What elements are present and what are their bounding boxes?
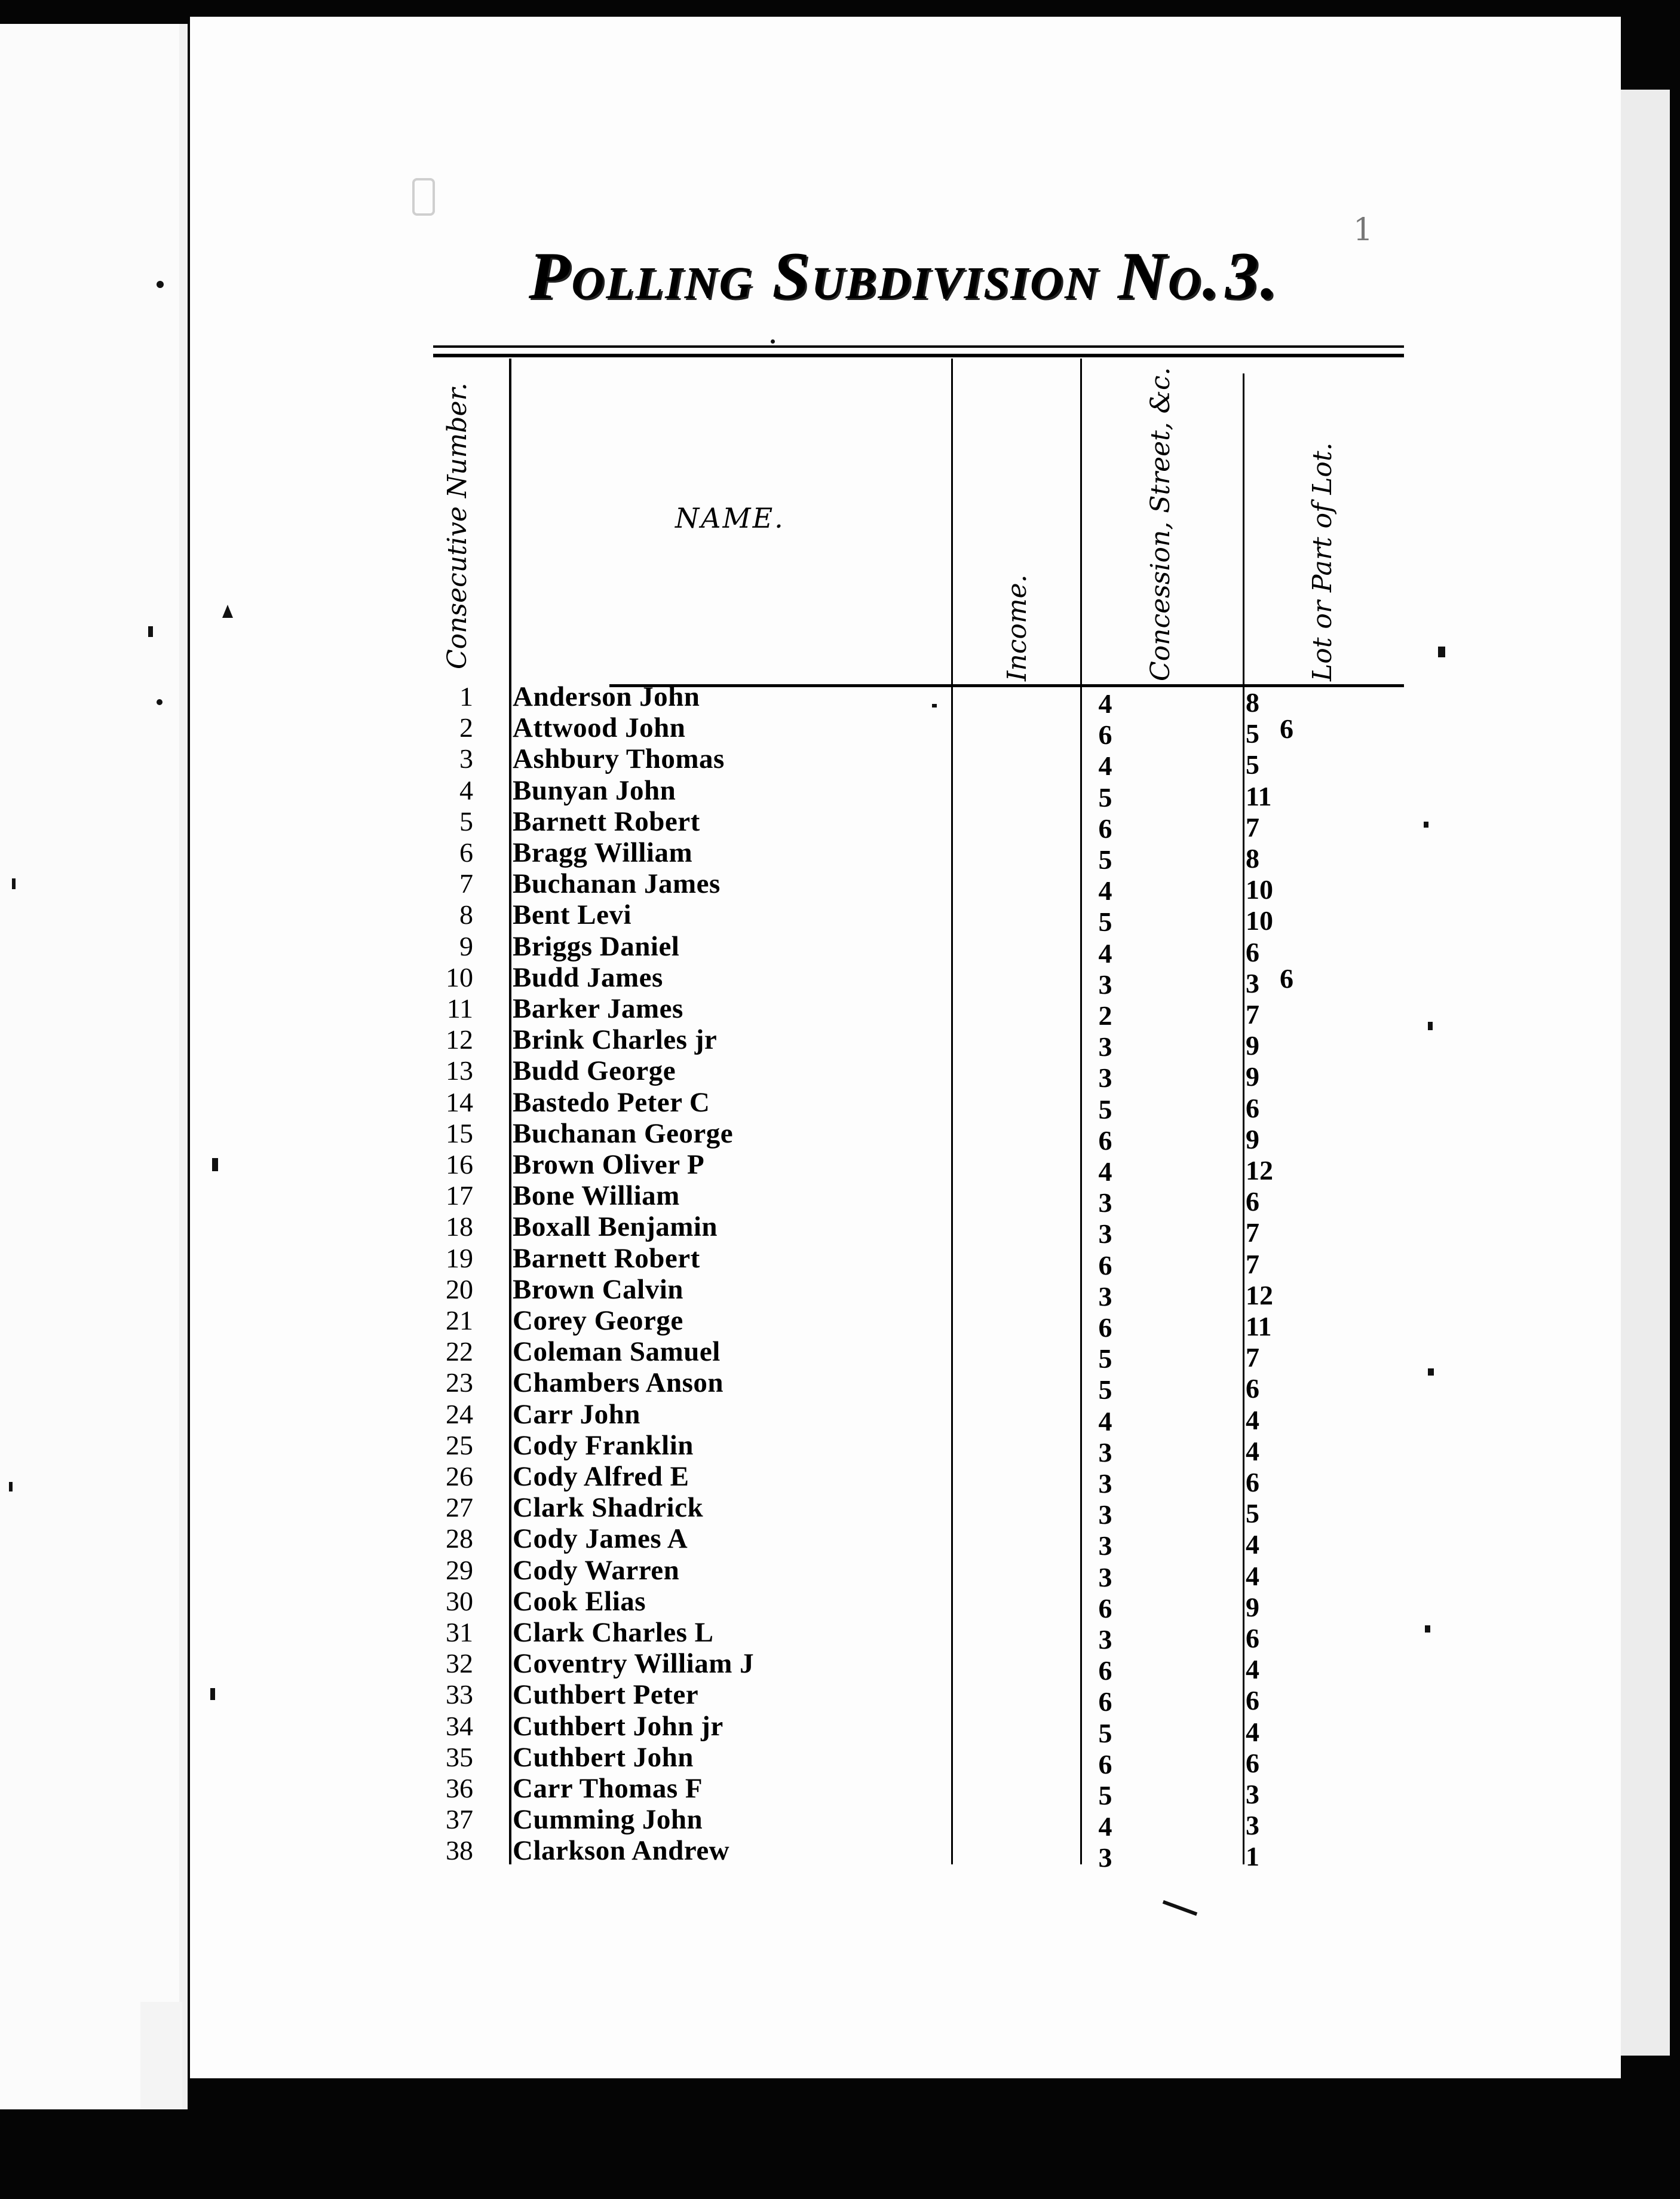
row-number: 12 [446, 1024, 473, 1055]
concession-value: 3 [1098, 1624, 1112, 1655]
left-page-edge [140, 2002, 182, 2109]
concession-value: 6 [1098, 1250, 1112, 1281]
voter-name: Ashbury Thomas [513, 743, 725, 774]
page-title-text: POLLING SUBDIVISION NO. [529, 239, 1221, 313]
concession-value: 5 [1098, 844, 1112, 875]
lot-value: 8 [1246, 843, 1259, 874]
page-title [529, 238, 1279, 315]
voter-name: Clark Shadrick [513, 1492, 704, 1523]
row-number: 19 [446, 1243, 473, 1273]
speck-mark [210, 1688, 215, 1700]
lot-value: 7 [1246, 999, 1259, 1030]
concession-value: 3 [1098, 1499, 1112, 1530]
concession-value: 3 [1098, 1530, 1112, 1561]
row-number: 8 [459, 899, 473, 930]
voter-name: Cumming John [513, 1804, 703, 1835]
voter-name: Cody Alfred E [513, 1461, 689, 1492]
voter-name: Chambers Anson [513, 1367, 724, 1398]
voter-name: Cuthbert John [513, 1742, 694, 1773]
row-number: 26 [446, 1461, 473, 1491]
lot-value: 8 [1246, 687, 1259, 718]
concession-value: 6 [1098, 719, 1112, 750]
concession-value: 3 [1098, 1468, 1112, 1499]
lot-value: 6 [1246, 1748, 1259, 1778]
concession-value: 3 [1098, 1281, 1112, 1312]
lot-value: 11 [1246, 1311, 1272, 1342]
voter-name: Brown Oliver P [513, 1149, 705, 1180]
lot-value: 7 [1246, 812, 1259, 843]
voter-name: Coventry William J [513, 1648, 755, 1679]
concession-value: 3 [1098, 1062, 1112, 1093]
lot-value: 6 [1246, 937, 1259, 967]
row-number: 34 [446, 1711, 473, 1741]
speck-mark [1428, 1022, 1433, 1030]
voter-name: Coleman Samuel [513, 1336, 721, 1367]
lot-value: 4 [1246, 1561, 1259, 1591]
row-number: 4 [459, 775, 473, 806]
lot-value: 9 [1246, 1592, 1259, 1622]
row-number: 9 [459, 931, 473, 961]
lot-value: 3 [1246, 1810, 1259, 1840]
header-lot: Lot or Part of Lot. [1307, 442, 1338, 681]
lot-value: 4 [1246, 1529, 1259, 1560]
column-divider-income [1080, 359, 1082, 1864]
lot-value: 6 [1246, 1373, 1259, 1404]
concession-value: 6 [1098, 1312, 1112, 1343]
row-number: 17 [446, 1180, 473, 1211]
voter-name: Corey George [513, 1305, 683, 1336]
voter-name: Bent Levi [513, 899, 632, 930]
row-number: 16 [446, 1149, 473, 1180]
concession-value: 4 [1098, 751, 1112, 781]
concession-value: 6 [1098, 1593, 1112, 1624]
voter-name: Cody Franklin [513, 1430, 694, 1461]
row-number: 10 [446, 962, 473, 993]
concession-value: 6 [1098, 1749, 1112, 1780]
row-number: 30 [446, 1586, 473, 1616]
row-number: 37 [446, 1804, 473, 1834]
header-bottom-rule [609, 684, 1404, 687]
row-number: 36 [446, 1773, 473, 1803]
voter-name: Carr Thomas F [513, 1773, 703, 1804]
voter-name: Brink Charles jr [513, 1024, 718, 1055]
voter-name: Cuthbert Peter [513, 1679, 699, 1710]
column-divider-name [951, 359, 953, 1864]
row-number: 25 [446, 1430, 473, 1460]
voter-name: Barnett Robert [513, 806, 700, 837]
lot-value: 4 [1246, 1654, 1259, 1685]
lot-value: 9 [1246, 1030, 1259, 1061]
lot-value: 7 [1246, 1217, 1259, 1248]
concession-value: 4 [1098, 875, 1112, 906]
header-name: NAME. [675, 502, 785, 534]
lot-value: 1 [1246, 1841, 1259, 1872]
speck-mark [212, 1158, 218, 1171]
speck-mark [12, 878, 16, 889]
speck-mark [1424, 822, 1428, 828]
voter-name: Anderson John [513, 681, 700, 712]
concession-value: 6 [1098, 1686, 1112, 1717]
voter-name: Clark Charles L [513, 1617, 714, 1648]
speck-mark [932, 704, 937, 708]
concession-value: 4 [1098, 688, 1112, 719]
lot-value: 3 [1246, 1779, 1259, 1809]
concession-value: 3 [1098, 1218, 1112, 1249]
row-number: 15 [446, 1118, 473, 1148]
voter-name: Bragg William [513, 837, 693, 868]
column-divider-number [509, 359, 511, 1864]
concession-value: 4 [1098, 1811, 1112, 1842]
speck-mark [157, 281, 164, 288]
row-number: 31 [446, 1617, 473, 1647]
concession-value: 5 [1098, 906, 1112, 937]
row-number: 6 [459, 837, 473, 868]
header-rule-top [433, 345, 1404, 348]
speck-mark [1438, 647, 1445, 657]
header-consecutive-number: Consecutive Number. [442, 382, 473, 669]
voter-name: Cook Elias [513, 1586, 646, 1617]
lot-part-value: 6 [1280, 713, 1293, 744]
row-number: 35 [446, 1742, 473, 1772]
lot-value: 11 [1246, 781, 1272, 811]
row-number: 13 [446, 1055, 473, 1086]
row-number: 38 [446, 1835, 473, 1866]
lot-value: 3 [1246, 968, 1259, 999]
voter-name: Buchanan James [513, 868, 721, 899]
lot-value: 6 [1246, 1186, 1259, 1217]
voter-name: Cody James A [513, 1523, 688, 1554]
lot-value: 5 [1246, 1498, 1259, 1529]
concession-value: 5 [1098, 1718, 1112, 1748]
lot-value: 10 [1246, 905, 1273, 936]
voter-name: Budd James [513, 962, 663, 993]
lot-value: 7 [1246, 1249, 1259, 1279]
lot-value: 6 [1246, 1623, 1259, 1653]
voter-name: Cody Warren [513, 1555, 680, 1586]
voter-name: Bone William [513, 1180, 680, 1211]
row-number: 18 [446, 1211, 473, 1242]
lot-value: 10 [1246, 874, 1273, 905]
header-income: Income. [1002, 574, 1032, 681]
lot-value: 6 [1246, 1685, 1259, 1716]
concession-value: 6 [1098, 813, 1112, 844]
concession-value: 5 [1098, 1343, 1112, 1374]
speck-mark [222, 605, 233, 618]
concession-value: 3 [1098, 1187, 1112, 1218]
concession-value: 6 [1098, 1125, 1112, 1156]
row-number: 14 [446, 1087, 473, 1117]
row-number: 2 [459, 712, 473, 743]
voter-name: Barker James [513, 993, 683, 1024]
speck-mark [1428, 1368, 1434, 1376]
row-number: 20 [446, 1274, 473, 1304]
page-title-number: 3. [1225, 239, 1279, 313]
row-number: 24 [446, 1399, 473, 1429]
row-number: 1 [459, 681, 473, 712]
concession-value: 5 [1098, 782, 1112, 813]
concession-value: 4 [1098, 1406, 1112, 1437]
speck-mark [1425, 1625, 1430, 1633]
lot-value: 4 [1246, 1436, 1259, 1466]
concession-value: 3 [1098, 969, 1112, 1000]
lot-part-value: 6 [1280, 963, 1293, 994]
lot-value: 5 [1246, 718, 1259, 749]
row-number: 32 [446, 1648, 473, 1679]
left-facing-page [0, 24, 188, 2109]
voter-name: Carr John [513, 1399, 640, 1430]
concession-value: 6 [1098, 1655, 1112, 1686]
page-corner-mark: 1 [1353, 212, 1374, 248]
lot-value: 4 [1246, 1717, 1259, 1747]
voter-name: Boxall Benjamin [513, 1211, 718, 1242]
voter-name: Clarkson Andrew [513, 1835, 730, 1866]
row-number: 5 [459, 806, 473, 837]
voter-name: Brown Calvin [513, 1274, 683, 1305]
concession-value: 3 [1098, 1437, 1112, 1468]
row-number: 11 [446, 993, 473, 1024]
row-number: 33 [446, 1679, 473, 1710]
voter-name: Briggs Daniel [513, 931, 680, 962]
concession-value: 3 [1098, 1031, 1112, 1062]
voter-name: Attwood John [513, 712, 686, 743]
voter-name: Bunyan John [513, 775, 676, 806]
row-number: 28 [446, 1523, 473, 1554]
row-number: 21 [446, 1305, 473, 1336]
header-rule-bottom [433, 354, 1404, 357]
concession-value: 3 [1098, 1562, 1112, 1592]
concession-value: 5 [1098, 1094, 1112, 1125]
concession-value: 5 [1098, 1780, 1112, 1811]
column-divider-concession [1243, 373, 1244, 1864]
concession-value: 4 [1098, 938, 1112, 969]
right-page-edge [1616, 90, 1670, 2056]
concession-value: 3 [1098, 1842, 1112, 1873]
concession-value: 2 [1098, 1000, 1112, 1031]
document-page [190, 17, 1621, 2078]
voter-name: Bastedo Peter C [513, 1087, 710, 1118]
voter-name: Buchanan George [513, 1118, 734, 1149]
row-number: 7 [459, 868, 473, 899]
lot-value: 6 [1246, 1093, 1259, 1123]
lot-value: 12 [1246, 1280, 1273, 1310]
speck-mark [9, 1482, 13, 1491]
speck-mark [771, 339, 775, 344]
voter-name: Cuthbert John jr [513, 1711, 723, 1742]
concession-value: 5 [1098, 1374, 1112, 1405]
row-number: 3 [459, 743, 473, 774]
speck-mark [148, 626, 153, 637]
concession-value: 4 [1098, 1156, 1112, 1187]
row-number: 23 [446, 1367, 473, 1398]
speck-mark [157, 699, 163, 705]
lot-value: 9 [1246, 1124, 1259, 1154]
lot-value: 7 [1246, 1342, 1259, 1373]
lot-value: 9 [1246, 1061, 1259, 1092]
pencil-mark [412, 178, 435, 216]
lot-value: 6 [1246, 1467, 1259, 1497]
lot-value: 5 [1246, 749, 1259, 780]
lot-value: 12 [1246, 1155, 1273, 1186]
header-concession: Concession, Street, &c. [1145, 367, 1176, 681]
row-number: 29 [446, 1555, 473, 1585]
voter-name: Budd George [513, 1055, 676, 1086]
lot-value: 4 [1246, 1405, 1259, 1435]
voter-name: Barnett Robert [513, 1243, 700, 1274]
row-number: 27 [446, 1492, 473, 1523]
row-number: 22 [446, 1336, 473, 1367]
